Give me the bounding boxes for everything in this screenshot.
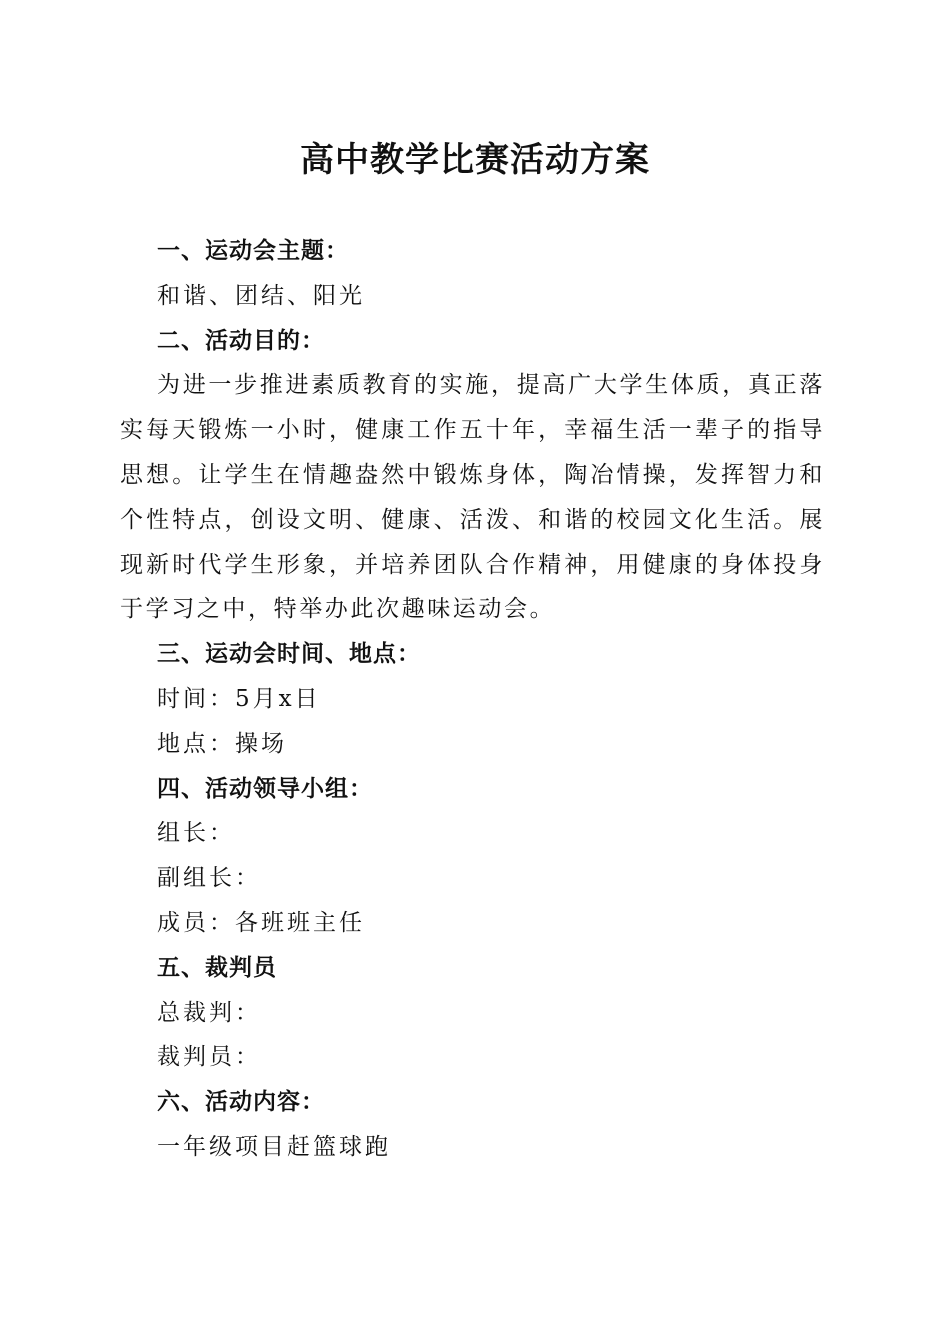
section-heading-purpose: 二、活动目的： bbox=[157, 327, 325, 354]
section-heading-time-place: 三、运动会时间、地点： bbox=[157, 641, 421, 668]
section-heading-theme: 一、运动会主题： bbox=[157, 238, 349, 264]
place-text: 地点：操场 bbox=[157, 730, 287, 757]
members-text: 成员：各班班主任 bbox=[157, 909, 365, 936]
purpose-paragraph: 为进一步推进素质教育的实施，提高广大学生体质，真正落实每天锻炼一小时，健康工作五十年，幸福生活一辈子的指导思想。让学生在情趣盎然中锻炼身体，陶冶情操，发挥智力和个性特点，创设文明、健康、活泼、和谐的校园文化生活。展现新时代学生形象，并培养团队合作精神，用健康的身体投身于学习之中，特举办此次趣味运动会。 bbox=[120, 372, 825, 623]
leader-text: 组长： bbox=[157, 820, 235, 847]
section-heading-referees: 五、裁判员 bbox=[157, 954, 277, 981]
document-body bbox=[120, 229, 825, 1170]
time-text: 时间：5月x日 bbox=[157, 685, 321, 712]
content-item-text: 一年级项目赶篮球跑 bbox=[157, 1133, 391, 1160]
referee-text: 裁判员： bbox=[157, 1044, 261, 1071]
deputy-leader-text: 副组长： bbox=[157, 865, 261, 892]
section-heading-leadership: 四、活动领导小组： bbox=[157, 775, 373, 802]
theme-text: 和谐、团结、阳光 bbox=[157, 282, 365, 309]
section-heading-content: 六、活动内容： bbox=[157, 1089, 325, 1116]
chief-referee-text: 总裁判： bbox=[157, 999, 261, 1026]
document-title: 高中教学比赛活动方案 bbox=[300, 140, 650, 180]
